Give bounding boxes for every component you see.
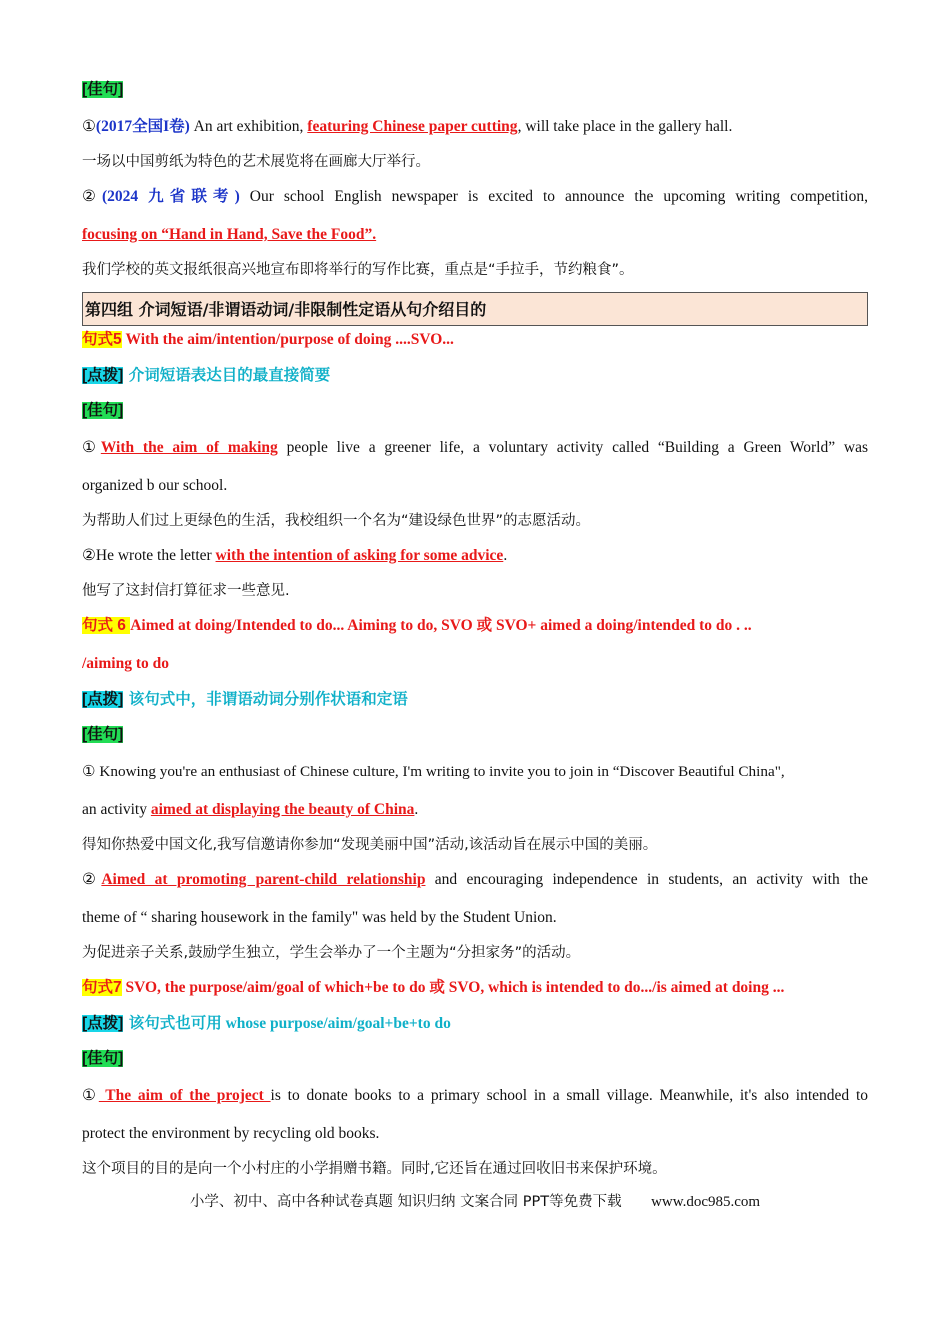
source-label: (2024 九省联考) — [102, 188, 240, 205]
tip-tag: [点拨] — [82, 691, 124, 708]
highlight-phrase: with the intention of asking for some advice — [215, 547, 504, 564]
example-tag: [佳句] — [82, 726, 124, 743]
highlight-phrase: featuring Chinese paper cutting — [307, 118, 518, 135]
example-sentence-1: ①With the aim of making people live a greener life, a voluntary activity called “Building a Green World” was — [82, 439, 868, 456]
example-sentence-1-cont: an activity aimed at displaying the beauty of China. — [82, 801, 419, 818]
highlight-phrase: focusing on “Hand in Hand, Save the Food”. — [82, 226, 377, 243]
pattern-7-line — [82, 978, 868, 998]
footer-url: www.doc985.com — [651, 1194, 761, 1210]
footer-text: 小学、初中、高中各种试卷真题 知识归纳 文案合同 PPT等免费下载 — [189, 1194, 622, 1210]
tip-line: [点拨] 介词短语表达目的最直接简要 — [82, 366, 331, 384]
example-sentence-2: ②Aimed at promoting parent-child relationship and encouraging independence in students, an activity with the — [82, 871, 868, 888]
tip-tag: [点拨] — [82, 367, 124, 384]
example-sentence-2-cont: theme of “ sharing housework in the family" was held by the Student Union. — [82, 909, 557, 926]
example-sentence-1-cont: protect the environment by recycling old books. — [82, 1125, 380, 1142]
translation-1: 为帮助人们过上更绿色的生活，我校组织一个名为“建设绿色世界”的志愿活动。 — [82, 513, 591, 529]
source-label: (2017全国I卷) — [95, 118, 190, 135]
highlight-phrase: Aimed at promoting parent-child relationship — [101, 871, 426, 888]
highlight-phrase: The aim of the project — [98, 1087, 271, 1104]
highlight-phrase: With the aim of making — [100, 439, 278, 456]
page-footer — [0, 1190, 950, 1211]
pattern-text: Aimed at doing/Intended to do... Aiming to do, SVO 或 SVO+ aimed a doing/intended to do . .. — [130, 617, 752, 634]
example-tag-line — [82, 1049, 868, 1069]
pattern-label: 句式5 — [82, 331, 122, 348]
pattern-5-line — [82, 330, 868, 350]
example-tag-line — [82, 80, 868, 100]
translation-1: 一场以中国剪纸为特色的艺术展览将在画廊大厅举行。 — [82, 154, 430, 170]
pattern-text: With the aim/intention/purpose of doing ....SVO... — [121, 331, 454, 348]
example-sentence-2: ②(2024 九省联考) Our school English newspaper is excited to announce the upcoming writing competition, — [82, 188, 868, 205]
pattern-label: 句式7 — [82, 979, 122, 996]
tip-line: [点拨] 该句式也可用 whose purpose/aim/goal+be+to do — [82, 1014, 451, 1032]
tip-tag: [点拨] — [82, 1015, 124, 1032]
example-sentence-1-cont: organized b our school. — [82, 477, 228, 494]
tip-line: [点拨] 该句式中，非谓语动词分别作状语和定语 — [82, 690, 408, 708]
example-tag: [佳句] — [82, 1050, 124, 1067]
example-tag: [佳句] — [82, 81, 124, 98]
example-tag: [佳句] — [82, 402, 124, 419]
example-sentence-1: ① The aim of the project is to donate books to a primary school in a small village. Meanwhile, it's also intended to — [82, 1087, 868, 1104]
translation-1: 这个项目的目的是向一个小村庄的小学捐赠书籍。同时,它还旨在通过回收旧书来保护环境。 — [82, 1161, 667, 1177]
example-sentence-1: ① Knowing you're an enthusiast of Chinese culture, I'm writing to invite you to join in “Discover Beautiful China", — [82, 763, 785, 780]
example-tag-line — [82, 725, 868, 745]
translation-1: 得知你热爱中国文化,我写信邀请你参加“发现美丽中国”活动,该活动旨在展示中国的美丽。 — [82, 837, 658, 853]
pattern-6-line — [82, 616, 868, 636]
example-tag-line — [82, 401, 868, 421]
group-heading: 第四组 介词短语/非谓语动词/非限制性定语从句介绍目的 — [82, 292, 868, 326]
document-content — [82, 80, 868, 1179]
example-sentence-1: ①(2017全国I卷) An art exhibition, featuring Chinese paper cutting, will take place in the gallery hall. — [82, 118, 733, 135]
highlight-phrase: aimed at displaying the beauty of China — [150, 801, 415, 818]
translation-2: 他写了这封信打算征求一些意见. — [82, 583, 290, 599]
pattern-label: 句式 6 — [82, 617, 131, 634]
translation-2: 为促进亲子关系,鼓励学生独立，学生会举办了一个主题为“分担家务”的活动。 — [82, 945, 581, 961]
example-sentence-2: ②He wrote the letter with the intention of asking for some advice. — [82, 547, 508, 564]
pattern-text-cont: /aiming to do — [82, 655, 169, 672]
pattern-text: SVO, the purpose/aim/goal of which+be to do 或 SVO, which is intended to do.../is aimed at doing ... — [121, 979, 785, 996]
example-sentence-2-cont — [82, 225, 868, 245]
translation-2: 我们学校的英文报纸很高兴地宣布即将举行的写作比赛，重点是“手拉手，节约粮食”。 — [82, 262, 634, 278]
